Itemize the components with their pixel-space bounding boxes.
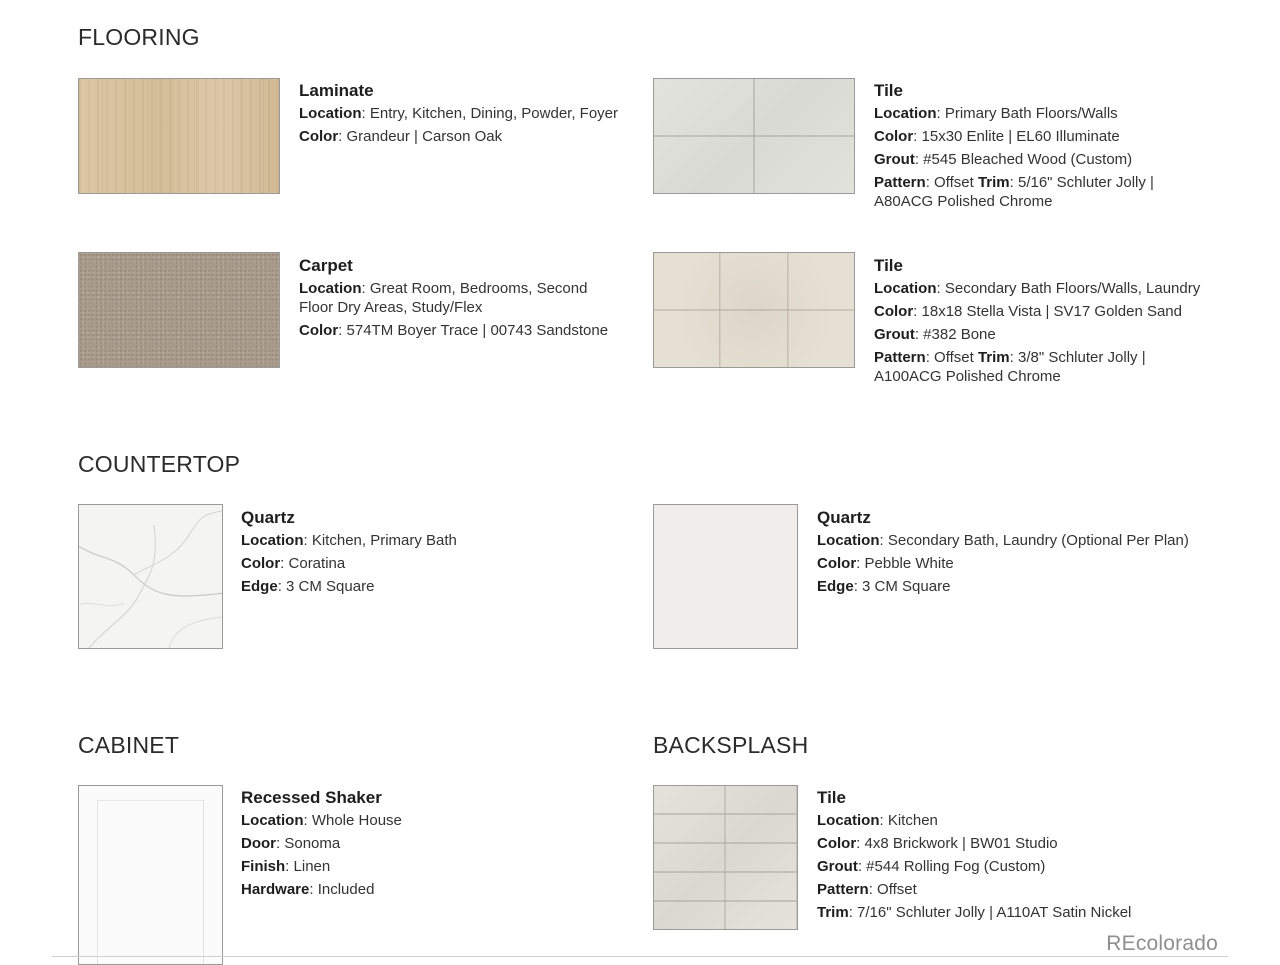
item-row-location: Location: Secondary Bath, Laundry (Optional Per Plan) (817, 532, 1189, 549)
item-row-pattern: Pattern: Offset (817, 881, 917, 898)
item-row-color: Color: 574TM Boyer Trace | 00743 Sandstone (299, 322, 609, 339)
watermark: REcolorado (1106, 932, 1218, 955)
cabinet-item-recessed-shaker (241, 787, 601, 903)
section-title-countertop: COUNTERTOP (78, 451, 241, 477)
item-row-edge: Edge: 3 CM Square (241, 578, 375, 595)
cabinet-door-swatch (78, 785, 223, 965)
item-row-finish: Finish: Linen (241, 858, 331, 875)
item-row-pattern-trim: Pattern: Offset Trim: 5/16" Schluter Jolly | A80ACG Polished Chrome (874, 174, 1154, 210)
section-title-backsplash: BACKSPLASH (653, 732, 809, 758)
item-row-color: Color: 15x30 Enlite | EL60 Illuminate (874, 128, 1120, 145)
item-name: Carpet (299, 256, 353, 275)
item-row-grout: Grout: #382 Bone (874, 326, 996, 343)
item-row-location: Location: Kitchen (817, 812, 938, 829)
item-name: Tile (874, 256, 903, 275)
countertop-item-quartz-secondary (817, 507, 1217, 600)
carpet-swatch (78, 252, 280, 368)
item-name: Quartz (817, 508, 871, 527)
item-row-color: Color: Pebble White (817, 555, 954, 572)
tile-primary-swatch (653, 78, 855, 194)
item-name: Laminate (299, 81, 374, 100)
door-panel-recess (97, 800, 204, 965)
item-name: Tile (817, 788, 846, 807)
footer-divider (52, 956, 1228, 957)
item-row-pattern-trim: Pattern: Offset Trim: 3/8" Schluter Jolly | A100ACG Polished Chrome (874, 349, 1146, 385)
item-row-door: Door: Sonoma (241, 835, 341, 852)
item-row-grout: Grout: #544 Rolling Fog (Custom) (817, 858, 1046, 875)
item-name: Tile (874, 81, 903, 100)
item-row-location: Location: Entry, Kitchen, Dining, Powder, Foyer (299, 105, 619, 122)
item-row-hardware: Hardware: Included (241, 881, 375, 898)
section-title-cabinet: CABINET (78, 732, 180, 758)
item-row-location: Location: Kitchen, Primary Bath (241, 532, 457, 549)
item-row-trim: Trim: 7/16" Schluter Jolly | A110AT Satin Nickel (817, 904, 1132, 921)
item-name: Quartz (241, 508, 295, 527)
countertop-item-quartz-primary (241, 507, 601, 600)
tile-secondary-swatch (653, 252, 855, 368)
item-row-location: Location: Great Room, Bedrooms, Second Floor Dry Areas, Study/Flex (299, 280, 588, 316)
item-row-color: Color: Coratina (241, 555, 346, 572)
item-row-grout: Grout: #545 Bleached Wood (Custom) (874, 151, 1133, 168)
item-row-color: Color: 4x8 Brickwork | BW01 Studio (817, 835, 1058, 852)
flooring-item-carpet (299, 255, 619, 344)
item-row-location: Location: Secondary Bath Floors/Walls, Laundry (874, 280, 1201, 297)
item-name: Recessed Shaker (241, 788, 382, 807)
item-row-color: Color: Grandeur | Carson Oak (299, 128, 503, 145)
quartz-pebble-white-swatch (653, 504, 798, 649)
section-title-flooring: FLOORING (78, 24, 200, 50)
flooring-item-laminate (299, 80, 619, 150)
item-row-location: Location: Whole House (241, 812, 402, 829)
item-row-color: Color: 18x18 Stella Vista | SV17 Golden Sand (874, 303, 1182, 320)
flooring-item-tile-secondary (874, 255, 1214, 390)
marble-veining (79, 505, 222, 648)
laminate-swatch (78, 78, 280, 194)
backsplash-item-tile (817, 787, 1217, 926)
quartz-coratina-swatch (78, 504, 223, 649)
item-row-location: Location: Primary Bath Floors/Walls (874, 105, 1118, 122)
backsplash-tile-swatch (653, 785, 798, 930)
flooring-item-tile-primary (874, 80, 1214, 215)
item-row-edge: Edge: 3 CM Square (817, 578, 951, 595)
